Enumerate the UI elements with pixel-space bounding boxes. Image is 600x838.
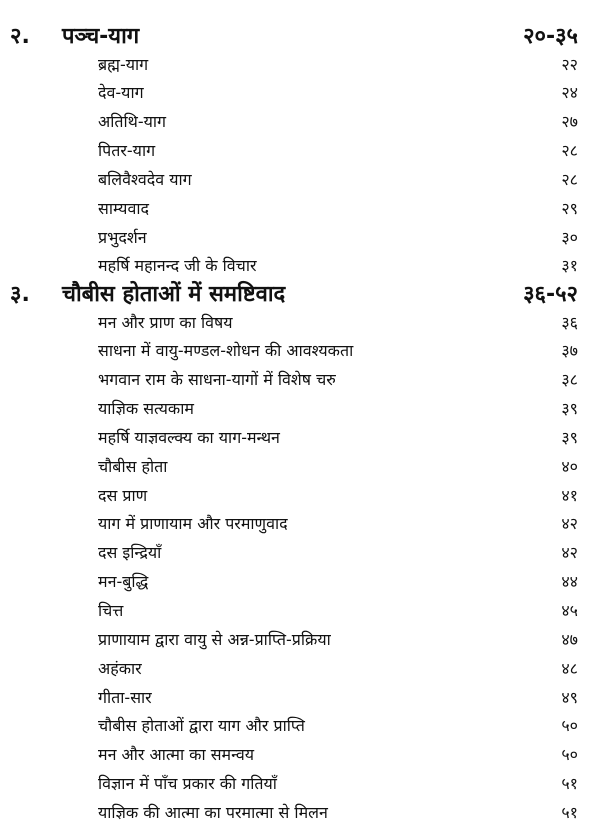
toc-entry-title: अतिथि-याग	[98, 112, 167, 132]
toc-entry	[0, 165, 600, 192]
toc-entry-title: याज्ञिक सत्यकाम	[98, 399, 194, 419]
toc-entry-title: भगवान राम के साधना-यागों में विशेष चरु	[98, 370, 336, 390]
toc-entry	[0, 481, 600, 508]
toc-entry-page: ५०	[561, 716, 578, 736]
chapter-title: पञ्च-याग	[62, 24, 140, 49]
toc-entry	[0, 798, 600, 825]
toc-entry-title: गीता-सार	[98, 687, 152, 707]
toc-entry-page: ४०	[561, 456, 578, 476]
toc-entry	[0, 683, 600, 710]
toc-entry-page: २८	[561, 141, 578, 161]
toc-entry	[0, 366, 600, 393]
chapter-title: चौबीस होताओं में समष्टिवाद	[62, 282, 286, 307]
toc-entry-title: पितर-याग	[98, 141, 156, 161]
toc-entry-page: ३९	[561, 427, 578, 447]
toc-entry-page: ४१	[561, 485, 578, 505]
toc-entry-title: चौबीस होता	[98, 456, 168, 476]
toc-entry-title: दस इन्द्रियाँ	[98, 543, 162, 563]
toc-entry	[0, 452, 600, 479]
toc-entry-title: मन और प्राण का विषय	[98, 312, 233, 332]
toc-entry-title: महर्षि याज्ञवल्क्य का याग-मन्थन	[98, 427, 280, 447]
toc-entry-title: साधना में वायु-मण्डल-शोधन की आवश्यकता	[98, 341, 354, 361]
toc-entry	[0, 510, 600, 537]
toc-entry	[0, 223, 600, 250]
toc-entry	[0, 625, 600, 652]
toc-entry	[0, 395, 600, 422]
toc-entry-title: साम्यवाद	[98, 198, 149, 218]
toc-entry-page: ५१	[561, 802, 578, 822]
toc-entry-page: २२	[561, 54, 578, 74]
toc-entry	[0, 770, 600, 797]
toc-entry-page: ३०	[561, 227, 578, 247]
toc-entry-page: ४७	[561, 629, 578, 649]
toc-entry-title: मन-बुद्धि	[98, 572, 149, 592]
toc-entry	[0, 741, 600, 768]
toc-entry-title: विज्ञान में पाँच प्रकार की गतियाँ	[98, 774, 277, 794]
toc-entry-page: ४२	[561, 543, 578, 563]
toc-entry-title: प्राणायाम द्वारा वायु से अन्न-प्राप्ति-प्रक्रिया	[98, 629, 331, 649]
toc-entry-title: अहंकार	[98, 658, 142, 678]
chapter-number: २.	[10, 24, 30, 49]
toc-entry	[0, 308, 600, 335]
toc-entry-page: ३८	[561, 370, 578, 390]
toc-entry-page: २८	[561, 169, 578, 189]
toc-entry-page: ४४	[561, 572, 578, 592]
toc-entry-title: प्रभुदर्शन	[98, 227, 147, 247]
toc-entry-page: ३१	[561, 256, 578, 276]
chapter-heading	[0, 18, 600, 52]
toc-entry	[0, 50, 600, 77]
toc-entry-page: २४	[561, 83, 578, 103]
toc-entry-page: २७	[561, 112, 578, 132]
toc-entry-page: ३७	[561, 341, 578, 361]
toc-entry	[0, 568, 600, 595]
toc-entry-title: याज्ञिक की आत्मा का परमात्मा से मिलन	[98, 802, 328, 822]
toc-entry-title: चित्त	[98, 601, 124, 620]
toc-entry-title: दस प्राण	[98, 485, 148, 505]
toc-entry-page: २९	[561, 198, 578, 218]
toc-entry-page: ५१	[561, 774, 578, 794]
chapter-heading	[0, 276, 600, 310]
toc-entry-page: ४८	[561, 658, 578, 678]
toc-entry-title: देव-याग	[98, 83, 144, 103]
chapter-page-range: २०-३५	[523, 24, 578, 49]
toc-entry	[0, 137, 600, 164]
toc-entry-title: याग में प्राणायाम और परमाणुवाद	[98, 514, 288, 534]
toc-entry-page: ४९	[561, 687, 578, 707]
toc-entry-title: महर्षि महानन्द जी के विचार	[98, 256, 257, 276]
toc-entry	[0, 108, 600, 135]
toc-entry	[0, 194, 600, 221]
toc-entry-page: ४२	[561, 514, 578, 534]
toc-entry-title: चौबीस होताओं द्वारा याग और प्राप्ति	[98, 716, 305, 736]
toc-entry	[0, 252, 600, 279]
chapter-page-range: ३६-५२	[523, 282, 578, 307]
toc-entry	[0, 597, 600, 624]
toc-entry	[0, 79, 600, 106]
toc-entry-title: बलिवैश्वदेव याग	[98, 169, 192, 189]
toc-entry	[0, 337, 600, 364]
toc-entry	[0, 654, 600, 681]
chapter-number: ३.	[10, 282, 30, 307]
toc-entry-page: ५०	[561, 745, 578, 765]
toc-entry	[0, 712, 600, 739]
toc-entry	[0, 539, 600, 566]
toc-entry	[0, 423, 600, 450]
toc-entry-title: मन और आत्मा का समन्वय	[98, 745, 255, 765]
toc-entry-title: ब्रह्म-याग	[98, 54, 149, 74]
toc-entry-page: ३६	[561, 312, 578, 332]
toc-entry-page: ३९	[561, 399, 578, 419]
toc-entry-page: ४५	[561, 601, 578, 620]
